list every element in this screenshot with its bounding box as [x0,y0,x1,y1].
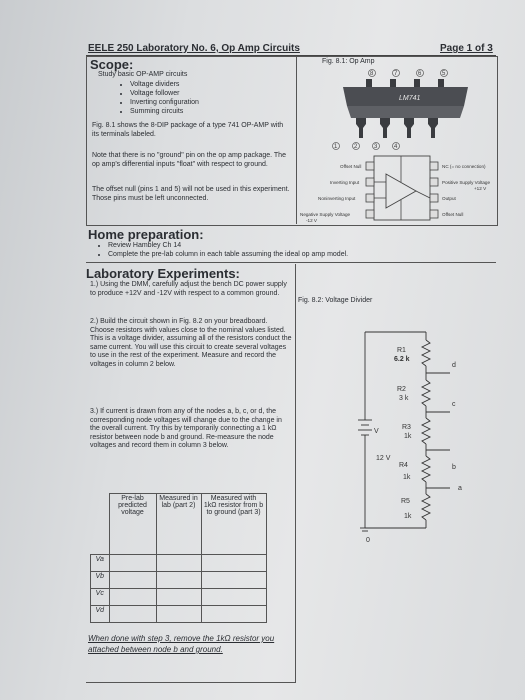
pos-supply-label: +12 V [474,186,487,191]
table-cell[interactable] [201,606,266,623]
resistor-name: R1 [397,347,406,354]
page-number: Page 1 of 3 [440,43,493,54]
pin-label: Offset Null [340,164,362,169]
resistor-name: R5 [401,498,410,505]
fig1-caption: Fig. 8.1: Op Amp [322,58,375,65]
resistor-name: R3 [402,424,411,431]
step-2: 2.) Build the circuit shown in Fig. 8.2 on your breadboard. Choose resistors with values close to the nominal values listed. This is a voltage divider, assuming all of the resistors conduct the same current. You will use this circuit to create several voltages to use in the rest of the experiment. Measure and record the voltages in column 2 below. [90,318,292,368]
top-pin-number: 7 [394,71,398,77]
pin-label: Output [442,196,456,201]
step-3: 3.) If current is drawn from any of the nodes a, b, c, or d, the corresponding node voltages will change due to the change in the overall current. Try this by temporarily connecting a 1 kΩ resistor between node b and ground. Re-measure the node voltages and record them in column 3 below. [90,408,282,449]
footer-note: When done with step 3, remove the 1kΩ resistor you attached between node b and ground. [88,634,275,654]
resistor-r1 [422,340,430,366]
v-label: V [374,428,379,435]
step-1: 1.) Using the DMM, carefully adjust the bench DC power supply to produce +12V and -12V with respect to a common ground. [90,281,287,297]
voltage-divider-diagram [330,320,470,545]
resistor-value: 1k [403,474,411,481]
table-cell[interactable] [201,555,266,572]
resistor-r5 [422,494,430,520]
chip-label: LM741 [399,95,421,102]
row-label: Vd [91,606,110,623]
resistor-value: 1k [404,433,412,440]
bottom-pin-number: 3 [374,144,378,150]
table-cell[interactable] [156,555,201,572]
home-heading: Home preparation: [88,227,204,242]
pin-label: Noninverting Input [318,196,356,201]
table-cell[interactable] [109,555,156,572]
lab-heading: Laboratory Experiments: [86,266,240,281]
op-amp-package-diagram [298,62,496,222]
lab-title: EELE 250 Laboratory No. 6, Op Amp Circuits [88,43,300,54]
row-label: Vb [91,572,110,589]
top-pin-number: 8 [370,71,374,77]
table-cell[interactable] [156,572,201,589]
bottom-rule [86,682,296,683]
table-row [91,555,267,572]
top-pin-number: 5 [442,71,446,77]
table-cell[interactable] [156,606,201,623]
column-divider [295,264,296,682]
fig-note: Fig. 8.1 shows the 8-DIP package of a type 741 OP-AMP with its terminals labeled. [92,122,284,138]
pin-label: Inverting Input [330,180,360,185]
scope-list [118,80,199,116]
fig2-caption: Fig. 8.2: Voltage Divider [298,297,373,304]
row-label: Vc [91,589,110,606]
dip-outline [374,156,430,220]
resistor-name: R4 [399,462,408,469]
table-cell[interactable] [109,589,156,606]
pin-label: NC (= no connection) [442,164,486,169]
offset-note: The offset null (pins 1 and 5) will not be used in this experiment. Those pins must be left unconnected. [92,186,290,202]
scope-item: • Summing circuits [130,107,199,116]
table-row [91,572,267,589]
table-header: Measured with 1kΩ resistor from b to ground (part 3) [201,494,266,555]
resistor-r4 [422,456,430,482]
home-item: • Complete the pre-lab column in each table assuming the ideal op amp model. [108,250,348,259]
scope-intro: Study basic OP-AMP circuits [98,71,188,78]
ground-note: Note that there is no "ground" pin on the op amp package. The op amp's differential inputs "float" with respect to ground. [92,152,286,168]
table-cell[interactable] [201,572,266,589]
pin-label: Positive Supply Voltage [442,180,491,185]
node-label: b [452,464,456,471]
table-header: Pre-lab predicted voltage [109,494,156,555]
home-list [96,241,348,259]
bottom-pin-number: 1 [334,144,338,150]
node-label: a [458,485,462,492]
scope-heading: Scope: [90,57,134,72]
node-label: d [452,362,456,369]
neg-supply-label: -12 V [306,218,317,222]
bottom-pin-number: 4 [394,144,398,150]
scope-item: • Voltage follower [130,89,199,98]
table-row [91,589,267,606]
table-cell[interactable] [156,589,201,606]
table-header-row [91,494,267,555]
table-header: Measured in lab (part 2) [156,494,201,555]
table-row [91,606,267,623]
top-pin-number: 6 [418,71,422,77]
scope-item: • Voltage dividers [130,80,199,89]
ground-label: 0 [366,537,370,544]
home-item: • Review Hambley Ch 14 [108,241,348,250]
node-label: c [452,401,456,408]
resistor-value: 6.2 k [394,356,410,363]
measurement-table [90,493,267,623]
section-rule [86,262,496,263]
row-label: Va [91,555,110,572]
table-cell[interactable] [201,589,266,606]
resistor-value: 1k [404,513,412,520]
resistor-name: R2 [397,386,406,393]
resistor-value: 3 k [399,395,409,402]
resistor-r3 [422,418,430,444]
table-cell[interactable] [109,572,156,589]
resistor-r2 [422,380,430,406]
scope-item: • Inverting configuration [130,98,199,107]
table-cell[interactable] [109,606,156,623]
bottom-pin-number: 2 [354,144,358,150]
pin-label: Offset Null [442,212,464,217]
pin-label: Negative Supply Voltage [300,212,351,217]
scope-divider [296,56,297,224]
source-label: 12 V [376,455,391,462]
